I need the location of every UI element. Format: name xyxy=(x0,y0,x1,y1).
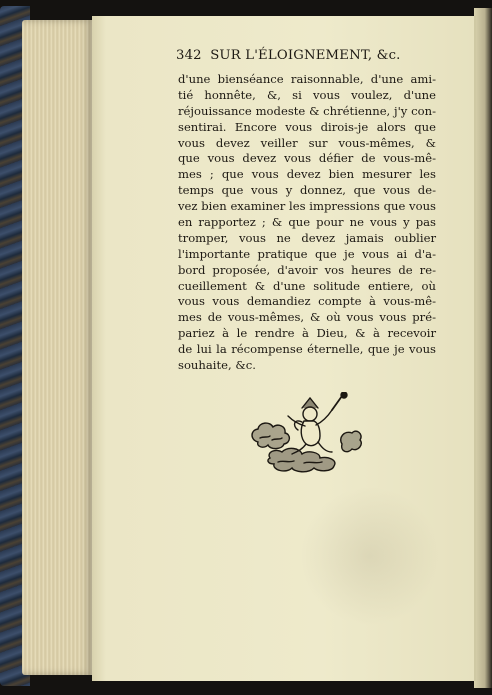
text-line: tié honnête, &, si vous voulez, d'une xyxy=(178,87,436,102)
text-line: d'une bienséance raisonnable, d'une ami- xyxy=(178,72,436,86)
text-line: sentirai. Encore vous dirois-je alors que xyxy=(178,119,436,134)
right-page-edge xyxy=(474,8,492,688)
text-line: vez bien examiner les impressions que vous xyxy=(178,199,436,214)
text-line: souhaite, &c. xyxy=(178,358,256,373)
text-line: en rapportez ; & que pour ne vous y pas xyxy=(178,215,436,230)
running-header xyxy=(176,48,438,63)
text-line: de lui la récompense éternelle, que je vous xyxy=(178,342,436,357)
page-number: 342 xyxy=(176,48,202,63)
show-through xyxy=(300,486,440,626)
text-line: vous devez veiller sur vous-mêmes, & xyxy=(178,135,436,150)
text-line: cueillement & d'une solitude entiere, où xyxy=(178,278,436,293)
text-line: temps que vous y donnez, que vous de- xyxy=(178,183,436,198)
text-line: que vous devez vous défier de vous-mê- xyxy=(178,151,436,166)
text-line: mes de vous-mêmes, & où vous vous pré- xyxy=(178,310,436,325)
text-line: vous vous demandiez compte à vous-mê- xyxy=(178,294,436,309)
page-edges xyxy=(22,20,94,675)
text-line: tromper, vous ne devez jamais oublier xyxy=(178,230,436,245)
text-line: bord proposée, d'avoir vos heures de re- xyxy=(178,262,436,277)
text-line: réjouissance modeste & chrétienne, j'y con- xyxy=(178,103,436,118)
text-line: mes ; que vous devez bien mesurer les xyxy=(178,167,436,182)
page-text xyxy=(178,72,436,374)
text-line: l'importante pratique que je vous ai d'a- xyxy=(178,246,436,261)
text-line: pariez à le rendre à Dieu, & à recevoir xyxy=(178,326,436,341)
cherub-on-clouds-icon xyxy=(248,392,364,482)
running-title: SUR L'ÉLOIGNEMENT, &c. xyxy=(210,48,401,63)
